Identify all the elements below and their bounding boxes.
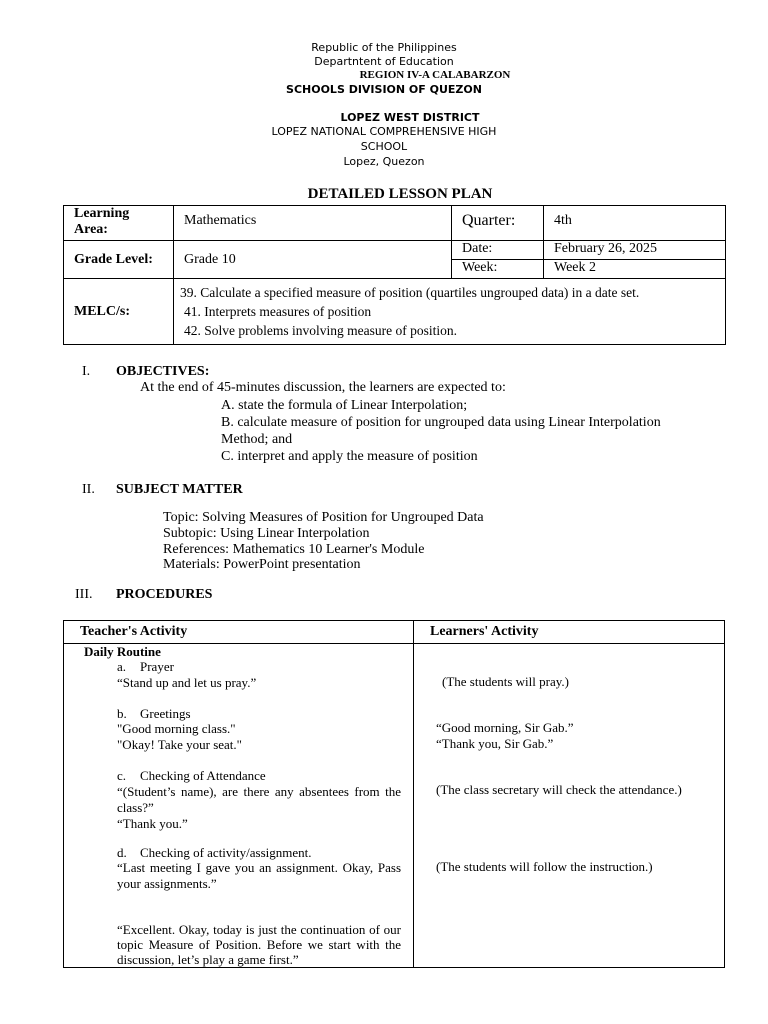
header-region: REGION IV-A CALABARZON (359, 69, 511, 81)
melc-label: MELC/s: (64, 279, 174, 345)
melc-item: 41. Interprets measures of position (184, 304, 372, 319)
grade-level-label: Grade Level: (64, 241, 174, 279)
item-a-label: a. (117, 659, 127, 674)
header-school-line2: SCHOOL (360, 140, 408, 153)
objective-item: C. interpret and apply the measure of position (221, 449, 478, 464)
item-b-text2: "Okay! Take your seat." (117, 737, 242, 752)
header-location: Lopez, Quezon (343, 155, 425, 168)
learners-greet2: “Thank you, Sir Gab.” (436, 736, 554, 751)
subject-references: References: Mathematics 10 Learner's Module (163, 542, 425, 557)
quarter-value: 4th (544, 206, 726, 241)
melc-item: 42. Solve problems involving measure of position. (184, 323, 457, 338)
header-school-line1: LOPEZ NATIONAL COMPREHENSIVE HIGH (271, 125, 497, 138)
objective-item: B. calculate measure of position for ungrouped data using Linear Interpolation (221, 415, 661, 430)
item-c-label: c. (117, 768, 127, 783)
quarter-label: Quarter: (452, 206, 544, 241)
date-label: Date: (452, 241, 544, 260)
teacher-activity-cell (64, 644, 414, 968)
item-b-title: Greetings (140, 706, 191, 721)
header-district: LOPEZ WEST DISTRICT (340, 111, 480, 124)
subject-matter-numeral: II. (82, 482, 95, 497)
subject-materials: Materials: PowerPoint presentation (163, 557, 361, 572)
procedures-numeral: III. (75, 587, 93, 602)
item-c-text2: “Thank you.” (117, 816, 188, 831)
item-e-text: “Excellent. Okay, today is just the continuation of our topic Measure of Position. Before we start with the discussion, let’s play a game first.” (117, 922, 401, 967)
week-label: Week: (452, 260, 544, 279)
subject-topic: Topic: Solving Measures of Position for Ungrouped Data (163, 510, 484, 525)
melc-content (174, 279, 726, 345)
lesson-info-table (63, 205, 726, 345)
objectives-heading: OBJECTIVES: (116, 364, 210, 379)
learners-pray: (The students will pray.) (442, 674, 569, 689)
learners-activity-cell (414, 644, 725, 968)
objectives-intro: At the end of 45-minutes discussion, the learners are expected to: (140, 380, 506, 395)
learners-greet1: “Good morning, Sir Gab.” (436, 720, 574, 735)
objectives-numeral: I. (82, 364, 91, 379)
header-republic: Republic of the Philippines (311, 41, 457, 54)
item-d-title: Checking of activity/assignment. (140, 845, 312, 860)
item-c-title: Checking of Attendance (140, 768, 266, 783)
header-department: Departntent of Education (314, 55, 454, 68)
item-b-text1: "Good morning class." (117, 721, 236, 736)
page-title: DETAILED LESSON PLAN (307, 186, 493, 202)
subject-subtopic: Subtopic: Using Linear Interpolation (163, 526, 370, 541)
grade-level-value: Grade 10 (174, 241, 452, 279)
item-d-text: “Last meeting I gave you an assignment. Okay, Pass your assignments.” (117, 860, 401, 891)
learners-activity-header: Learners' Activity (414, 621, 725, 644)
procedures-heading: PROCEDURES (116, 587, 213, 602)
date-value: February 26, 2025 (544, 241, 726, 260)
learners-instruction: (The students will follow the instruction.) (436, 859, 653, 874)
item-a-title: Prayer (140, 659, 174, 674)
melc-item: 39. Calculate a specified measure of position (quartiles ungrouped data) in a date set. (180, 285, 640, 300)
procedures-table (63, 620, 725, 968)
learning-area-value: Mathematics (174, 206, 452, 241)
item-a-text: “Stand up and let us pray.” (117, 675, 257, 690)
teacher-activity-header: Teacher's Activity (64, 621, 414, 644)
objective-item: Method; and (221, 432, 293, 447)
learners-attendance: (The class secretary will check the attendance.) (436, 782, 682, 797)
week-value: Week 2 (544, 260, 726, 279)
learning-area-label: Learning Area: (64, 206, 174, 241)
subject-matter-heading: SUBJECT MATTER (116, 482, 243, 497)
objective-item: A. state the formula of Linear Interpolation; (221, 398, 468, 413)
item-c-text1: “(Student’s name), are there any absentees from the class?” (117, 784, 401, 815)
item-d-label: d. (117, 845, 127, 860)
daily-routine-heading: Daily Routine (84, 644, 161, 659)
item-b-label: b. (117, 706, 127, 721)
header-division: SCHOOLS DIVISION OF QUEZON (286, 83, 482, 96)
